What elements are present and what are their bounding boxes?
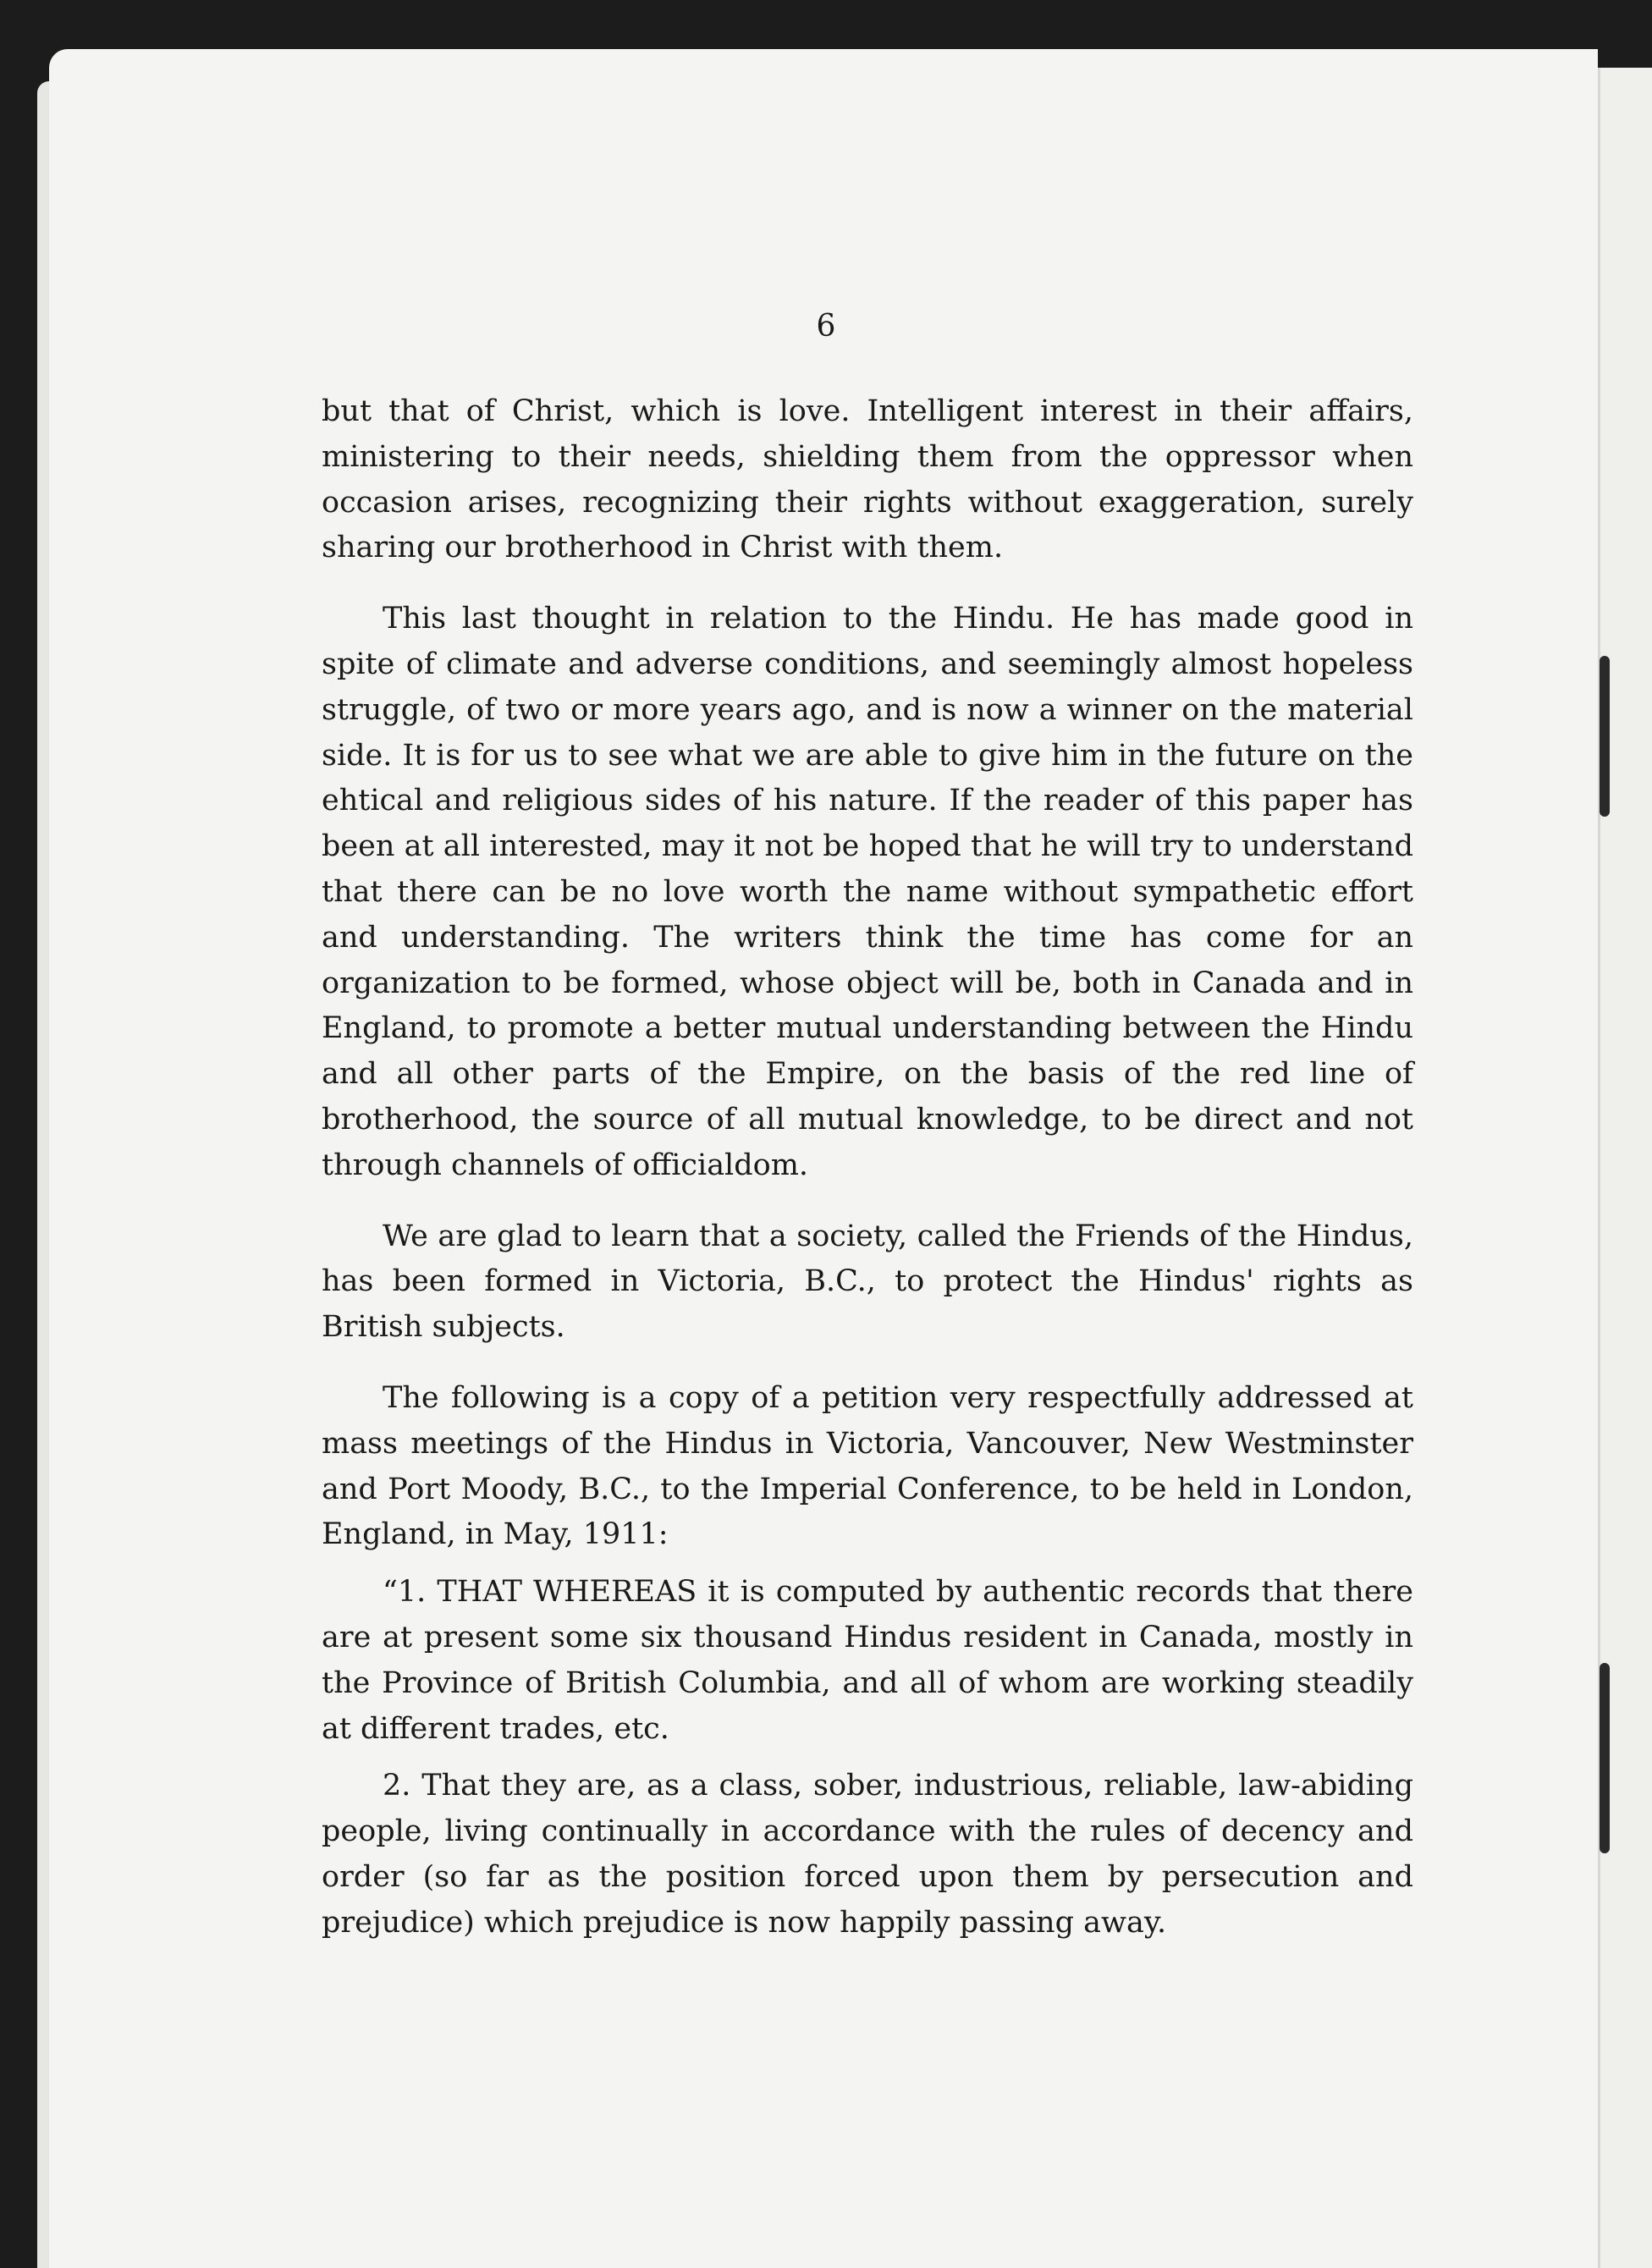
paragraph: This last thought in relation to the Hindu. He has made good in spite of climate and adverse conditions, and seemingly almost hopeless struggle, of two or more years ago, and is now a winner on the material side. It is for us to see what we are able to give him in the future on the ehtical and religious sides of his nature. If the reader of this paper has been at all interested, may it not be hoped that he will try to understand that there can be no love worth the name without sympathetic effort and understanding. The writers think the time has come for an organization to be formed, whose object will be, both in Canada and in England, to promote a better mutual understanding between the Hindu and all other parts of the Empire, on the basis of the red line of brotherhood, the source of all mutual knowledge, to be direct and not through channels of officialdom. [322, 602, 1413, 1182]
page-number: 6 [816, 309, 836, 344]
paragraph: The following is a copy of a petition very respectfully addressed at mass meetings of the Hindus in Victoria, Vancouver, New Westminster and Port Moody, B.C., to the Imperial Conference, to be held in London, England, in May, 1911: [322, 1380, 1413, 1552]
paragraph: We are glad to learn that a society, called the Friends of the Hindus, has been formed in Victoria, B.C., to protect the Hindus' rights as British subjects. [322, 1219, 1413, 1345]
adjacent-page-edge [1598, 68, 1652, 2268]
binding-clip-mark [1600, 656, 1610, 817]
paragraph: but that of Christ, which is love. Intelligent interest in their affairs, ministering to their needs, shielding them from the oppressor when occasion arises, recognizing their rights without exaggeration, surely sharing our brotherhood in Christ with them. [322, 394, 1413, 565]
binding-clip-mark [1600, 1663, 1610, 1853]
petition-clause: 2. That they are, as a class, sober, industrious, reliable, law-abiding people, living continually in accordance with the rules of decency and order (so far as the position forced upon them by persecution and prejudice) which prejudice is now happily passing away. [322, 1769, 1413, 1940]
petition-clause: “1. THAT WHEREAS it is computed by authentic records that there are at present some six thousand Hindus resident in Canada, mostly in the Province of British Columbia, and all of whom are working steadily at different trades, etc. [322, 1575, 1413, 1746]
body-text [322, 389, 1413, 1946]
